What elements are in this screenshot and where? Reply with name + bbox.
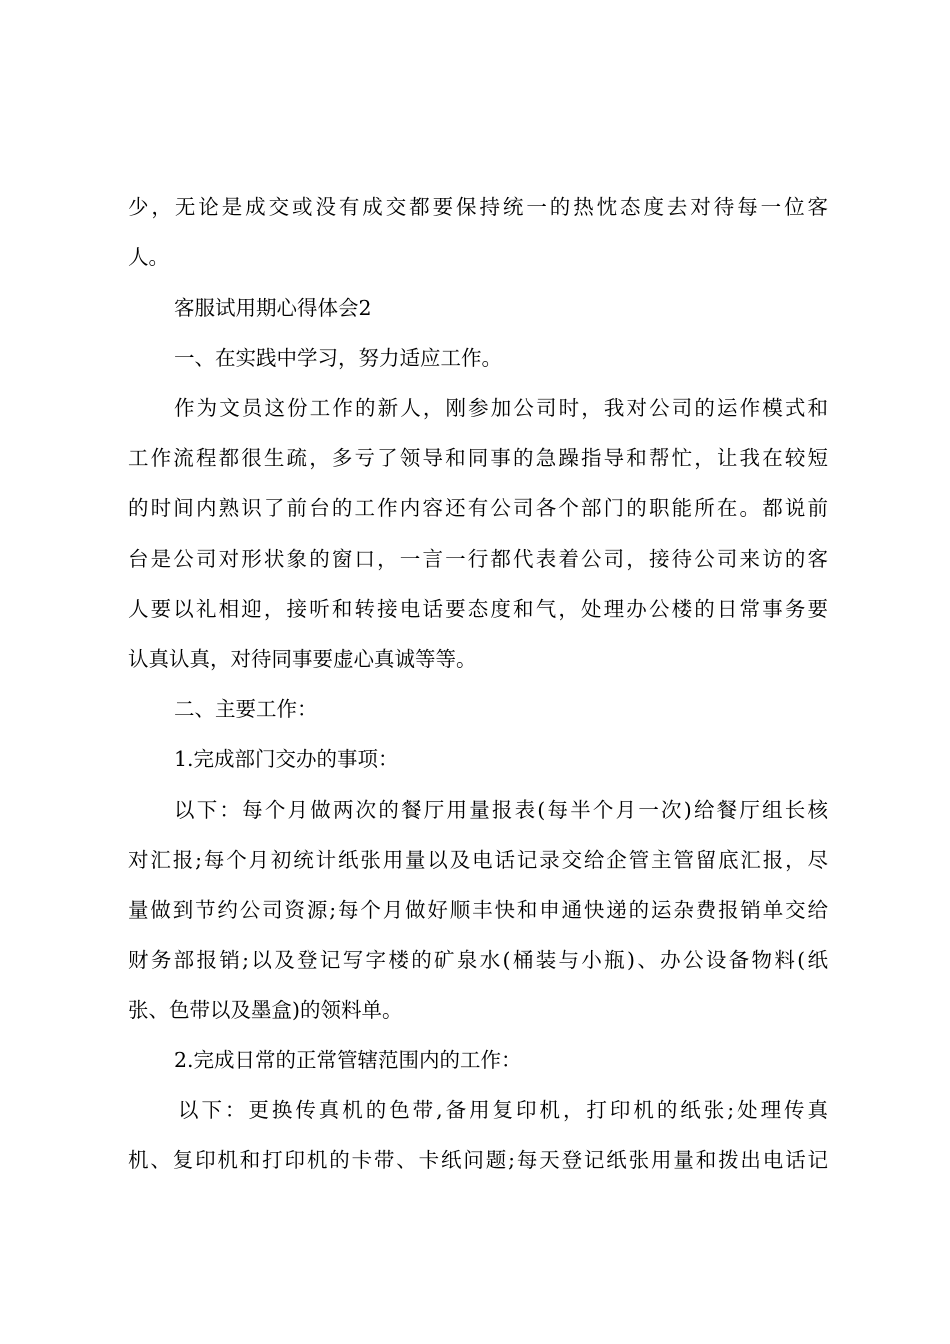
- paragraph-line: 机、复印机和打印机的卡带、卡纸问题;每天登记纸张用量和拨出电话记: [128, 1148, 828, 1172]
- paragraph-line: 对汇报;每个月初统计纸张用量以及电话记录交给企管主管留底汇报，尽: [128, 848, 828, 872]
- section-title: 客服试用期心得体会2: [174, 296, 372, 320]
- paragraph-line: 以下：每个月做两次的餐厅用量报表(每半个月一次)给餐厅组长核: [174, 798, 828, 822]
- paragraph-line: 工作流程都很生疏，多亏了领导和同事的急躁指导和帮忙，让我在较短: [128, 446, 828, 470]
- paragraph-line: 认真认真，对待同事要虚心真诚等等。: [128, 647, 477, 671]
- paragraph-line: 台是公司对形状象的窗口，一言一行都代表着公司，接待公司来访的客: [128, 547, 828, 571]
- paragraph-line: 量做到节约公司资源;每个月做好顺丰快和申通快递的运杂费报销单交给: [128, 898, 828, 922]
- paragraph-line: 财务部报销;以及登记写字楼的矿泉水(桶装与小瓶)、办公设备物料(纸: [128, 948, 828, 972]
- paragraph-line: 人。: [128, 245, 169, 269]
- paragraph-line: 少，无论是成交或没有成交都要保持统一的热忱态度去对待每一位客: [128, 195, 828, 219]
- section-heading: 一、在实践中学习，努力适应工作。: [174, 346, 502, 370]
- subsection-heading: 1.完成部门交办的事项：: [174, 747, 399, 771]
- paragraph-line: 以下：更换传真机的色带,备用复印机，打印机的纸张;处理传真: [178, 1098, 828, 1122]
- subsection-heading: 2.完成日常的正常管辖范围内的工作：: [174, 1048, 522, 1072]
- paragraph-line: 作为文员这份工作的新人，刚参加公司时，我对公司的运作模式和: [174, 396, 828, 420]
- section-heading: 二、主要工作：: [174, 697, 318, 721]
- paragraph-line: 张、色带以及墨盒)的领料单。: [128, 998, 403, 1022]
- paragraph-line: 的时间内熟识了前台的工作内容还有公司各个部门的职能所在。都说前: [128, 496, 828, 520]
- paragraph-line: 人要以礼相迎，接听和转接电话要态度和气，处理办公楼的日常事务要: [128, 597, 828, 621]
